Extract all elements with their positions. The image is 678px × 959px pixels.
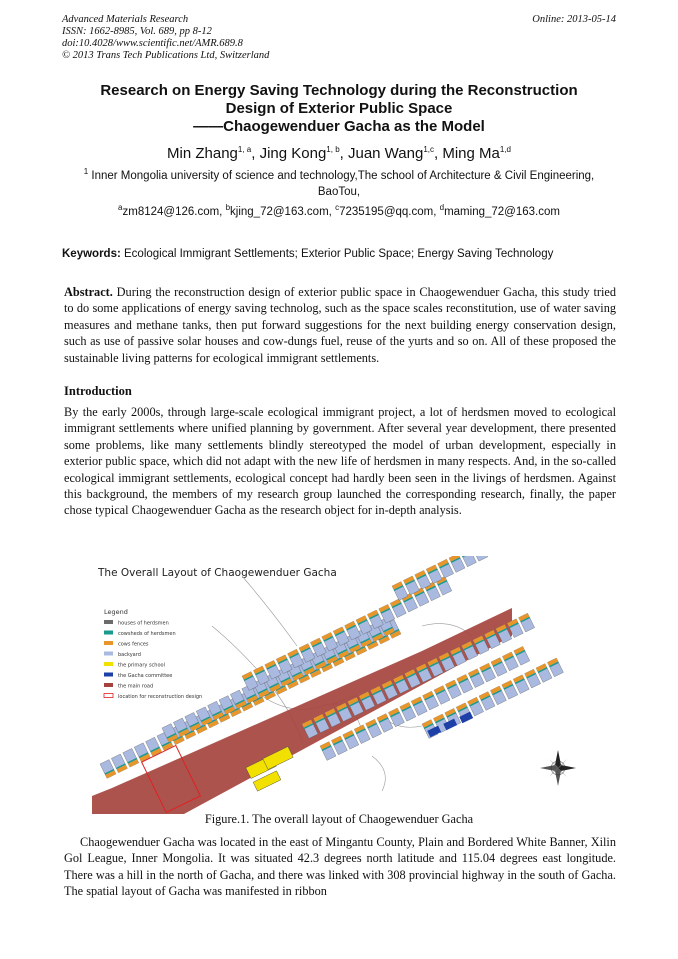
- legend-label: cowsheds of herdsmen: [118, 631, 176, 637]
- legend-label: cows fences: [118, 641, 149, 648]
- legend-swatch: [104, 620, 113, 624]
- journal-name: Advanced Materials Research: [62, 14, 189, 25]
- title-line-2: Design of Exterior Public Space: [225, 100, 453, 117]
- affiliation-line-2: BaoTou,: [317, 186, 361, 198]
- abstract-label: Abstract.: [64, 285, 113, 299]
- legend-swatch: [104, 641, 113, 645]
- affiliation: [62, 168, 616, 200]
- copyright: © 2013 Trans Tech Publications Ltd, Switzerland: [62, 50, 270, 61]
- legend-label: backyard: [118, 652, 141, 658]
- email-sup: a: [118, 203, 123, 213]
- journal-info: [62, 14, 269, 62]
- email-link[interactable]: 7235195@qq.com,: [339, 206, 437, 218]
- keywords: [62, 248, 616, 260]
- legend-label: the main road: [118, 683, 154, 690]
- affiliation-line-1: Inner Mongolia university of science and technology,The school of Architecture & Civil Engineering,: [91, 170, 595, 182]
- author-name: Jing Kong: [259, 145, 327, 162]
- email-link[interactable]: zm8124@126.com,: [122, 206, 223, 218]
- layout-map: [92, 556, 596, 814]
- email-sup: d: [439, 203, 445, 213]
- issn: ISSN: 1662-8985, Vol. 689, pp 8-12: [62, 26, 212, 37]
- legend-label: houses of herdsmen: [118, 620, 169, 627]
- email-list: [62, 203, 616, 218]
- author-sup: 1,c: [423, 145, 434, 154]
- legend-title: Legend: [104, 608, 128, 616]
- author-sup: 1, b: [326, 145, 340, 154]
- title-line-3: ——Chaogewenduer Gacha as the Model: [193, 118, 485, 135]
- author-name: Juan Wang: [347, 145, 424, 162]
- email-sup: c: [335, 203, 340, 213]
- introduction-text: By the early 2000s, through large-scale ecological immigrant project, a lot of herdsmen moved to ecological immigrant settlements where unified planning by government. After several year development, there presented some problems, like many settlements blindly stereotyped the model of urban development, especially in exterior public space, which did not adapt with the new life of herdsmen in many respects. And, in the so-called ecological immigrant settlements, ecological concept had hardly been seen in the livings of herdsmen. Against this background, the members of my research group launched the corresponding research, finally, the paper chose typical Chaogewenduer Gacha as the research object for in-depth analysis.: [64, 405, 616, 518]
- author-sup: 1, a: [237, 145, 252, 154]
- layout-map-figure: [92, 556, 596, 814]
- legend-swatch: [104, 683, 113, 687]
- compass-icon: [540, 750, 576, 786]
- legend-swatch: [104, 694, 113, 698]
- abstract-text: During the reconstruction design of exterior public space in Chaogewenduer Gacha, this study tried to do some applications of energy saving technolog, such as the space scales reconstitution, use of water saving measures and methane tanks, then put forward suggestions for the next building energy conservation design, such as use of passive solar houses and cow-dungs fuel, reuse of the yurts and so on. All of these proposed the sustainable living patterns for ecological immigrant settlements.: [64, 285, 617, 365]
- keywords-label: Keywords:: [62, 248, 121, 260]
- legend-swatch: [104, 631, 113, 635]
- body-paragraph: Chaogewenduer Gacha was located in the east of Mingantu County, Plain and Bordered White Banner, Xilin Gol League, Inner Mongolia. It was situated 42.3 degrees north latitude and 115.04 degrees east longitude. There was a hill in the north of Gacha, and there was linked with 308 provincial highway in the south of Gacha. The spatial layout of Gacha was manifested in ribbon: [64, 835, 616, 899]
- map-title: The Overall Layout of Chaogewenduer Gacha: [98, 567, 337, 579]
- email-link[interactable]: kjing_72@163.com,: [230, 206, 332, 218]
- introduction-heading: Introduction: [64, 384, 132, 398]
- figure-caption: Figure.1. The overall layout of Chaogewenduer Gacha: [204, 812, 474, 826]
- online-date: Online: 2013-05-14: [532, 14, 616, 25]
- email-link[interactable]: maming_72@163.com: [444, 206, 560, 218]
- legend-label: the primary school: [118, 662, 165, 669]
- abstract: [64, 284, 616, 366]
- legend-swatch: [104, 662, 113, 666]
- map-legend: [104, 620, 202, 700]
- legend-swatch: [104, 673, 113, 677]
- legend-label: location for reconstruction design: [118, 694, 203, 700]
- doi: doi:10.4028/www.scientific.net/AMR.689.8: [62, 38, 243, 49]
- author-list: Min Zhang$^{1, a}$, Jing Kong$^{1, b}$, Juan Wang$^{1,c}$, Ming Ma$^{1,d}$: [167, 145, 511, 162]
- affiliation-sup: 1: [83, 167, 89, 177]
- paper-title: [62, 82, 616, 136]
- author-sup: 1,d: [499, 145, 511, 154]
- legend-label: the Gacha committee: [118, 673, 173, 679]
- email-sup: b: [225, 203, 231, 213]
- title-line-1: Research on Energy Saving Technology during the Reconstruction: [100, 82, 578, 99]
- author-name: Ming Ma: [442, 145, 500, 162]
- keywords-text: Ecological Immigrant Settlements; Exterior Public Space; Energy Saving Technology: [124, 248, 554, 260]
- author-name: Min Zhang: [167, 145, 238, 162]
- legend-swatch: [104, 652, 113, 656]
